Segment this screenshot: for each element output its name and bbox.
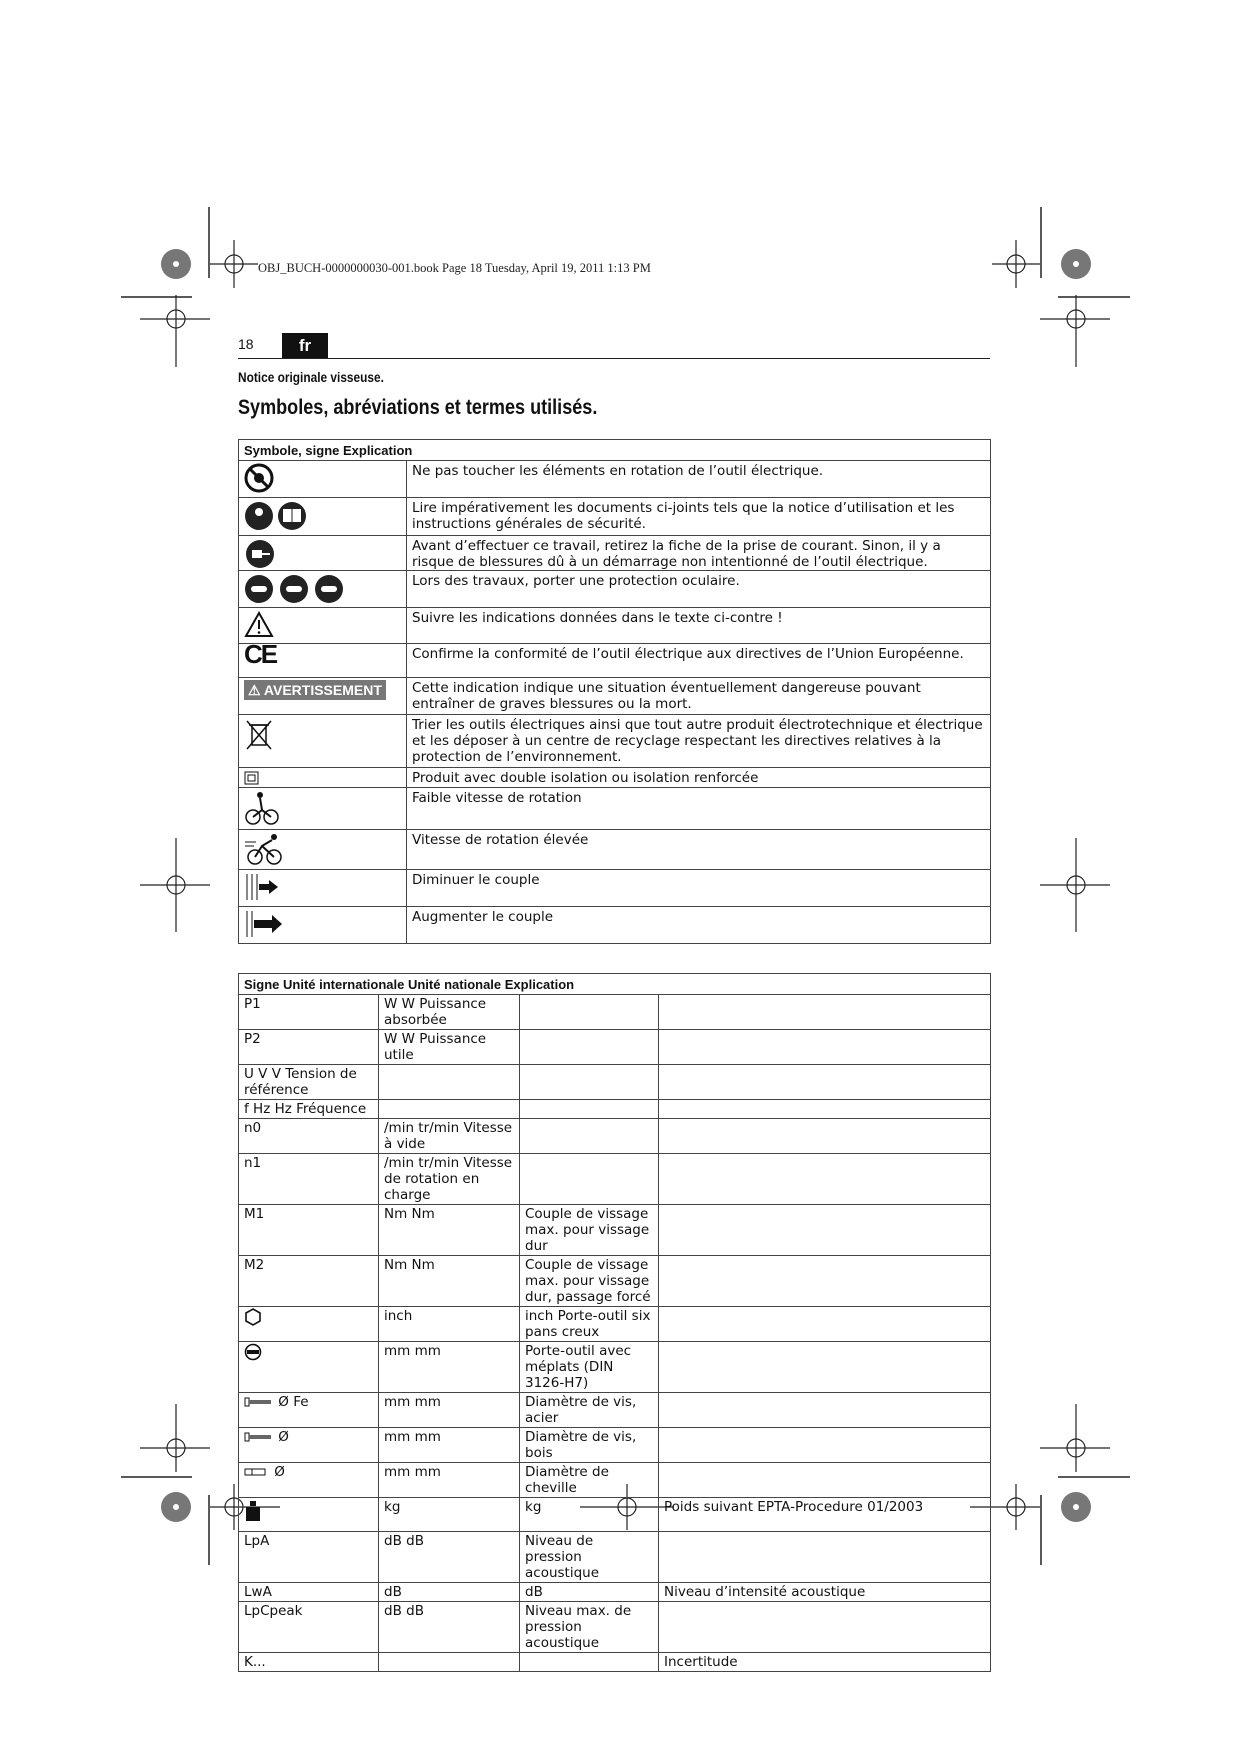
torque-increase-icon: [244, 909, 286, 939]
table-row: [239, 461, 991, 498]
table-row: [239, 1030, 991, 1065]
table-cell: mm mm: [379, 1393, 520, 1428]
units-table: [238, 973, 991, 1672]
table-row: [239, 1307, 991, 1342]
table-row: [239, 678, 991, 715]
table-row: [239, 1256, 991, 1307]
table-cell: f Hz Hz Fréquence: [239, 1100, 379, 1119]
table-row: [239, 907, 991, 944]
book-info-line: OBJ_BUCH-0000000030-001.book Page 18 Tuesday, April 19, 2011 1:13 PM: [258, 261, 651, 275]
notice-heading: Notice originale visseuse.: [238, 370, 384, 385]
table-cell: dB dB: [379, 1602, 520, 1653]
units-table-header: Signe Unité internationale Unité nationale Explication: [239, 974, 991, 995]
table-row: [239, 1428, 991, 1463]
table-cell: M2: [239, 1256, 379, 1307]
table-cell: [659, 1428, 991, 1463]
explanation-cell: Lors des travaux, porter une protection oculaire.: [407, 571, 991, 608]
table-cell: Diamètre de cheville: [520, 1463, 659, 1498]
table-cell: [659, 1602, 991, 1653]
table-cell: kg: [379, 1498, 520, 1532]
symbol-cell: [239, 639, 407, 678]
explanation-cell: Trier les outils électriques ainsi que tout autre produit électrotechnique et électrique et les déposer à un centre de recyclage respectant les directives relatives à la protection de l’environnement.: [407, 715, 991, 768]
explanation-cell: Vitesse de rotation élevée: [407, 830, 991, 870]
table-cell: [659, 1532, 991, 1583]
table-cell: dB: [379, 1583, 520, 1602]
table-cell: /min tr/min Vitesse à vide: [379, 1119, 520, 1154]
explanation-cell: Produit avec double isolation ou isolation renforcée: [407, 768, 991, 788]
table-cell: [239, 1307, 379, 1342]
table-cell: mm mm: [379, 1342, 520, 1393]
table-cell: Ø: [239, 1428, 379, 1463]
table-cell: Nm Nm: [379, 1256, 520, 1307]
table-cell: [239, 1498, 379, 1532]
table-cell: [659, 995, 991, 1030]
table-cell: [659, 1307, 991, 1342]
table-cell: /min tr/min Vitesse de rotation en charge: [379, 1154, 520, 1205]
table-cell: Ø Fe: [239, 1393, 379, 1428]
table-cell: LpA: [239, 1532, 379, 1583]
table-row: [239, 788, 991, 830]
explanation-cell: Lire impérativement les documents ci-joints tels que la notice d’utilisation et les instructions générales de sécurité.: [407, 498, 991, 536]
table-cell: Niveau max. de pression acoustique: [520, 1602, 659, 1653]
explanation-cell: Avant d’effectuer ce travail, retirez la fiche de la prise de courant. Sinon, il y a risque de blessures dû à un démarrage non intentionné de l’outil électrique.: [407, 536, 991, 571]
table-cell: Incertitude: [659, 1653, 991, 1672]
table-row: [239, 1602, 991, 1653]
table-cell: [659, 1256, 991, 1307]
table-cell: Ø: [239, 1463, 379, 1498]
unplug-icon: [244, 538, 276, 570]
table-cell: [379, 1065, 520, 1100]
table-cell: dB dB: [379, 1532, 520, 1583]
table-cell: [659, 1393, 991, 1428]
table-cell: mm mm: [379, 1428, 520, 1463]
symbol-cell: [239, 907, 407, 944]
table-cell: [659, 1119, 991, 1154]
explanation-cell: Diminuer le couple: [407, 870, 991, 907]
symbol-cell: [239, 498, 407, 536]
hex-socket-icon: [244, 1308, 262, 1326]
table-row: [239, 1653, 991, 1672]
table-cell: [659, 1030, 991, 1065]
table-row: [239, 440, 991, 461]
table-cell: LpCpeak: [239, 1602, 379, 1653]
table-cell: W W Puissance utile: [379, 1030, 520, 1065]
explanation-cell: Cette indication indique une situation éventuellement dangereuse pouvant entraîner de graves blessures ou la mort.: [407, 678, 991, 715]
table-row: [239, 715, 991, 768]
symbol-cell: [239, 461, 407, 498]
table-cell: [520, 1100, 659, 1119]
table-cell: inch Porte-outil six pans creux: [520, 1307, 659, 1342]
symbol-cell: [239, 571, 407, 608]
table-row: [239, 995, 991, 1030]
table-cell: [520, 1065, 659, 1100]
fast-bike-icon: [244, 832, 286, 866]
table-row: [239, 830, 991, 870]
table-row: [239, 571, 991, 608]
table-cell: Diamètre de vis, bois: [520, 1428, 659, 1463]
symbol-cell: [239, 678, 407, 715]
eye-protection-icon: [244, 573, 344, 605]
weee-bin-icon: [244, 717, 274, 751]
ce-mark-icon: CE: [244, 639, 277, 669]
table-cell: [659, 1205, 991, 1256]
table-cell: Couple de vissage max. pour vissage dur: [520, 1205, 659, 1256]
table-cell: Nm Nm: [379, 1205, 520, 1256]
language-badge: fr: [282, 333, 328, 358]
table-cell: P2: [239, 1030, 379, 1065]
flats-chuck-icon: [244, 1343, 262, 1361]
table-cell: [659, 1154, 991, 1205]
screw-wood-icon: [244, 1430, 274, 1444]
table-cell: [520, 1653, 659, 1672]
table-row: [239, 1532, 991, 1583]
table-cell: n1: [239, 1154, 379, 1205]
table-cell: [520, 995, 659, 1030]
table-cell: [239, 1342, 379, 1393]
section-title: Symboles, abréviations et termes utilisés.: [238, 396, 598, 419]
table-cell: [379, 1100, 520, 1119]
symbols-table: [238, 439, 991, 944]
table-cell: [520, 1154, 659, 1205]
table-row: [239, 1154, 991, 1205]
table-cell: P1: [239, 995, 379, 1030]
read-manual-icon: [244, 500, 310, 532]
screw-steel-icon: [244, 1395, 274, 1409]
avertissement-icon: ⚠ AVERTISSEMENT: [244, 680, 386, 700]
explanation-cell: Ne pas toucher les éléments en rotation de l’outil électrique.: [407, 461, 991, 498]
table-cell: W W Puissance absorbée: [379, 995, 520, 1030]
table-cell: Niveau de pression acoustique: [520, 1532, 659, 1583]
table-cell: LwA: [239, 1583, 379, 1602]
page-number: 18: [238, 336, 254, 352]
table-row: [239, 1205, 991, 1256]
symbols-table-header: Symbole, signe Explication: [239, 440, 991, 461]
weight-icon: [244, 1499, 262, 1523]
table-row: [239, 1342, 991, 1393]
table-row: [239, 870, 991, 907]
table-cell: Couple de vissage max. pour vissage dur, passage forcé: [520, 1256, 659, 1307]
table-cell: n0: [239, 1119, 379, 1154]
table-cell: [659, 1065, 991, 1100]
table-row: [239, 974, 991, 995]
symbol-cell: [239, 715, 407, 768]
table-cell: [520, 1030, 659, 1065]
table-cell: Porte-outil avec méplats (DIN 3126-H7): [520, 1342, 659, 1393]
table-cell: [659, 1342, 991, 1393]
symbol-cell: [239, 830, 407, 870]
double-insulation-icon: [244, 771, 260, 785]
table-row: [239, 1463, 991, 1498]
table-cell: [659, 1463, 991, 1498]
avertissement-label: AVERTISSEMENT: [263, 682, 382, 698]
dowel-icon: [244, 1465, 270, 1479]
explanation-cell: Faible vitesse de rotation: [407, 788, 991, 830]
table-cell: dB: [520, 1583, 659, 1602]
symbol-cell: [239, 870, 407, 907]
table-row: [239, 1583, 991, 1602]
table-cell: Diamètre de vis, acier: [520, 1393, 659, 1428]
table-cell: K...: [239, 1653, 379, 1672]
symbol-cell: [239, 768, 407, 788]
table-cell: Poids suivant EPTA-Procedure 01/2003: [659, 1498, 991, 1532]
table-row: [239, 1393, 991, 1428]
table-row: [239, 1100, 991, 1119]
header-rule: [238, 358, 990, 359]
table-row: [239, 768, 991, 788]
slow-bike-icon: [244, 790, 280, 826]
table-cell: inch: [379, 1307, 520, 1342]
explanation-cell: Augmenter le couple: [407, 907, 991, 944]
table-cell: [379, 1653, 520, 1672]
table-row: [239, 608, 991, 644]
table-cell: [520, 1119, 659, 1154]
table-cell: kg: [520, 1498, 659, 1532]
explanation-cell: Confirme la conformité de l’outil électrique aux directives de l’Union Européenne.: [407, 644, 991, 678]
table-row: [239, 644, 991, 678]
table-row: [239, 1498, 991, 1532]
table-row: [239, 536, 991, 571]
warning-triangle-icon: [244, 610, 274, 638]
table-row: [239, 1119, 991, 1154]
table-row: [239, 1065, 991, 1100]
torque-decrease-icon: [244, 872, 284, 902]
explanation-cell: Suivre les indications données dans le texte ci-contre !: [407, 608, 991, 644]
table-cell: U V V Tension de référence: [239, 1065, 379, 1100]
no-touch-rotating-icon: [244, 463, 274, 493]
table-cell: mm mm: [379, 1463, 520, 1498]
symbol-cell: [239, 788, 407, 830]
table-cell: Niveau d’intensité acoustique: [659, 1583, 991, 1602]
table-cell: M1: [239, 1205, 379, 1256]
table-cell: [659, 1100, 991, 1119]
table-row: [239, 498, 991, 536]
symbol-cell: [239, 536, 407, 571]
